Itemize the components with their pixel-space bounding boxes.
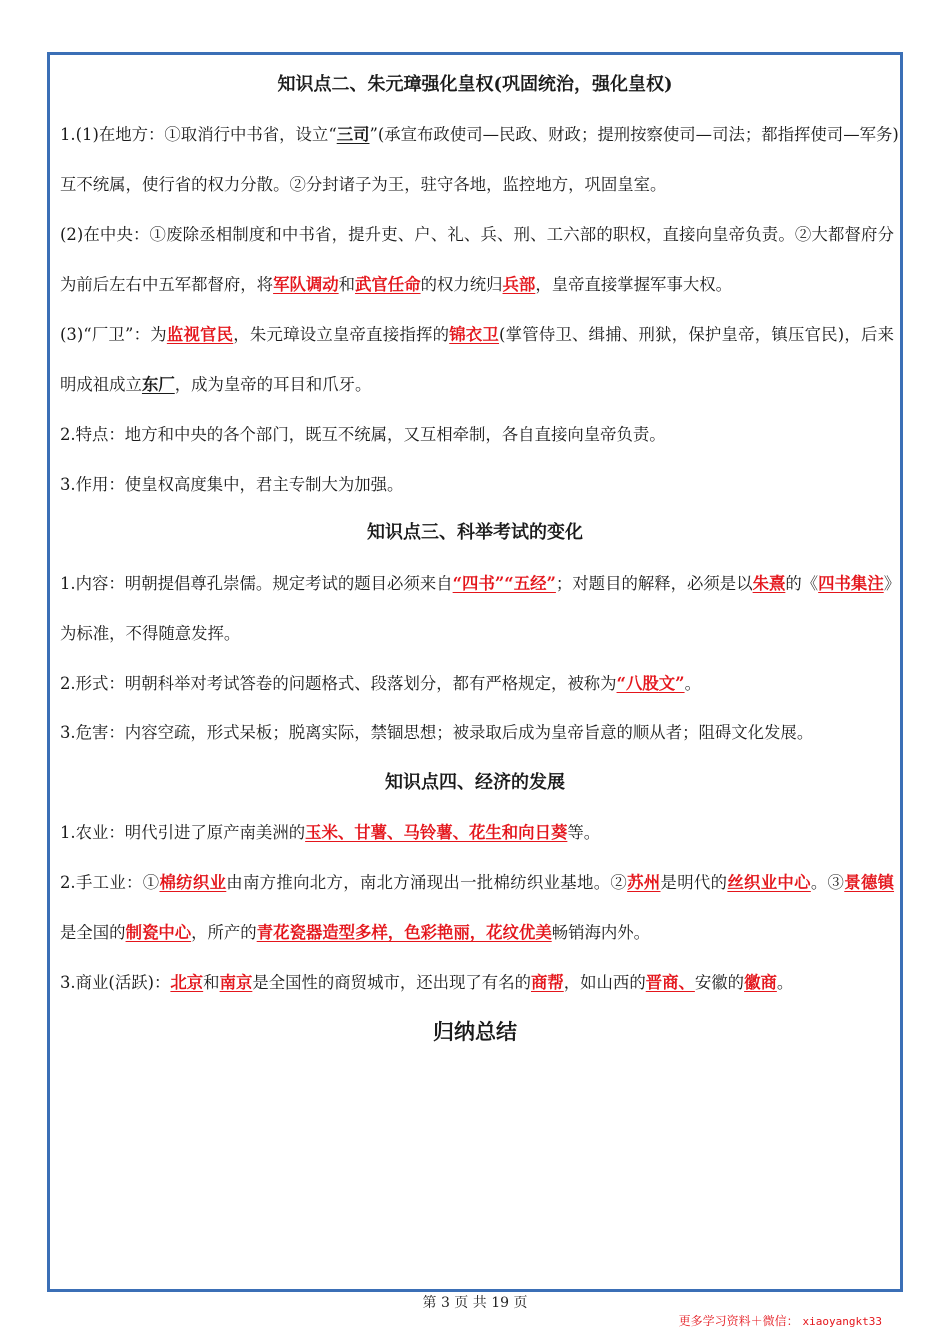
key-term: 徽商: [744, 973, 777, 992]
text-segment: (2)在中央：①废除丞相制度和中书省，提升吏、户、礼、兵、刑、工六部的职权，直接向皇帝负责。②大都督府分: [60, 225, 894, 244]
section-heading-4: 知识点四、经济的发展: [385, 772, 565, 793]
key-term: “四书”“五经”: [452, 574, 556, 593]
text-segment: ”(承宣布政使司—民政、财政；提刑按察使司—司法；都指挥使司—军务): [369, 125, 899, 144]
underlined-term: 三司: [336, 125, 370, 144]
text-segment: 是全国的: [60, 923, 126, 942]
text-segment: (掌管侍卫、缉捕、刑狱，保护皇帝，镇压官民)，后来: [499, 325, 895, 344]
paragraph-line: [60, 871, 894, 895]
text-segment: ，成为皇帝的耳目和爪牙。: [174, 375, 372, 394]
text-segment: 畅销海内外。: [551, 923, 651, 942]
text-segment: 和: [338, 275, 356, 294]
key-term: 监视官民: [166, 325, 234, 344]
text-segment: 3.危害：内容空疏，形式呆板；脱离实际，禁锢思想；被录取后成为皇帝旨意的顺从者；阻碍文化发展。: [60, 723, 814, 742]
text-segment: 2.手工业：①: [60, 873, 160, 892]
paragraph-line: [60, 323, 894, 347]
text-segment: 为标准，不得随意发挥。: [60, 624, 241, 643]
key-term: “八股文”: [616, 674, 685, 693]
paragraph-line: [60, 273, 894, 297]
text-segment: 明成祖成立: [60, 375, 142, 394]
promo-wechat-id: xiaoyangkt33: [802, 1315, 882, 1328]
paragraph-line: [60, 821, 894, 845]
key-term: 丝织业中心: [727, 873, 811, 892]
summary-heading: 归纳总结: [433, 1019, 517, 1044]
section-heading-2: 知识点二、朱元璋强化皇权(巩固统治，强化皇权): [277, 74, 673, 95]
key-term: 制瓷中心: [125, 923, 192, 942]
text-segment: 安徽的: [694, 973, 745, 992]
key-term: 棉纺织业: [159, 873, 227, 892]
section-heading-3: 知识点三、科举考试的变化: [367, 522, 583, 543]
underlined-term: 东厂: [141, 375, 175, 394]
text-segment: 。: [776, 973, 794, 992]
paragraph-line: [60, 123, 899, 147]
text-segment: ，如山西的: [563, 973, 646, 992]
text-segment: 》: [883, 574, 901, 593]
paragraph-line: [60, 672, 894, 696]
text-segment: 和: [203, 973, 220, 992]
paragraph-line: [60, 223, 894, 247]
text-segment: ，朱元璋设立皇帝直接指挥的: [233, 325, 450, 344]
key-term: 朱熹: [752, 574, 786, 593]
text-segment: 1.农业：明代引进了原产南美洲的: [60, 823, 306, 842]
text-segment: 1.(1)在地方：①取消行中书省，设立“: [60, 125, 337, 144]
key-term: 苏州: [627, 873, 661, 892]
text-segment: 3.作用：使皇权高度集中，君主专制大为加强。: [60, 475, 404, 494]
text-segment: 由南方推向北方，南北方涌现出一批棉纺织业基地。②: [226, 873, 628, 892]
paragraph-line: [60, 721, 894, 745]
text-segment: (3)“厂卫”：为: [60, 325, 167, 344]
paragraph-line: [60, 173, 894, 197]
promo-text: 更多学习资料＋微信：: [678, 1314, 799, 1328]
paragraph-line: [60, 473, 894, 497]
paragraph-line: [60, 572, 901, 596]
text-segment: 等。: [567, 823, 601, 842]
text-segment: 2.形式：明朝科举对考试答卷的问题格式、段落划分，都有严格规定，被称为: [60, 674, 617, 693]
promo-note: [679, 1313, 882, 1330]
text-segment: 的权力统归: [420, 275, 503, 294]
paragraph-line: [60, 423, 894, 447]
paragraph-line: [60, 921, 894, 945]
paragraph-line: [60, 373, 894, 397]
key-term: 武官任命: [355, 275, 421, 294]
key-term: 军队调动: [273, 275, 339, 294]
text-segment: ，皇帝直接掌握军事大权。: [535, 275, 733, 294]
key-term: 玉米、甘薯、马铃薯、花生和向日葵: [305, 823, 568, 842]
key-term: 商帮: [530, 973, 564, 992]
text-segment: 是全国性的商贸城市，还出现了有名的: [252, 973, 531, 992]
text-segment: 。③: [810, 873, 845, 892]
text-segment: 2.特点：地方和中央的各个部门，既互不统属，又互相牵制，各自直接向皇帝负责。: [60, 425, 666, 444]
key-term: 四书集注: [818, 574, 884, 593]
text-segment: 。: [684, 674, 701, 693]
text-segment: 互不统属，使行省的权力分散。②分封诸子为王，驻守各地，监控地方，巩固皇室。: [60, 175, 667, 194]
text-segment: 为前后左右中五军都督府，将: [60, 275, 274, 294]
page-number: 第 3 页 共 19 页: [422, 1295, 528, 1311]
key-term: 兵部: [502, 275, 536, 294]
key-term: 晋商、: [645, 973, 695, 992]
key-term: 南京: [219, 973, 253, 992]
key-term: 景德镇: [844, 873, 895, 892]
key-term: 青花瓷器造型多样，色彩艳丽，花纹优美: [256, 923, 552, 942]
text-segment: 3.商业(活跃)：: [60, 973, 171, 992]
text-segment: 的《: [785, 574, 819, 593]
text-segment: 是明代的: [660, 873, 728, 892]
paragraph-line: [60, 971, 894, 995]
paragraph-line: [60, 622, 894, 646]
page-frame: [47, 52, 903, 1292]
key-term: 北京: [170, 973, 204, 992]
text-segment: 1.内容：明朝提倡尊孔崇儒。规定考试的题目必须来自: [60, 574, 453, 593]
key-term: 锦衣卫: [449, 325, 500, 344]
text-segment: ，所产的: [191, 923, 257, 942]
text-segment: ；对题目的解释，必须是以: [555, 574, 753, 593]
